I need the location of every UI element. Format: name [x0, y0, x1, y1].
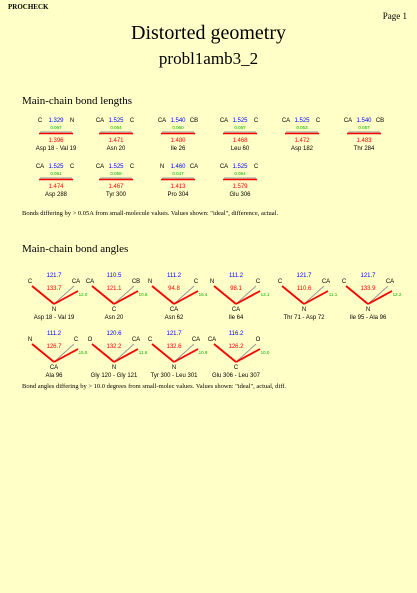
angle-atom-bottom: CA [169, 307, 179, 313]
angle-diff-value: 15.5 [78, 350, 88, 355]
angle-residue: Ala 96 [45, 373, 63, 379]
bond-atom-right: CB [375, 118, 385, 124]
angle-atom-right: CA [191, 337, 201, 343]
angle-actual-value: 126.7 [46, 344, 62, 350]
angle-item [208, 331, 270, 379]
bond-atom-left: CA [219, 164, 229, 170]
bond-item [160, 164, 198, 198]
page-subtitle: probl1amb3_2 [158, 49, 259, 68]
angle-atom-left: CA [85, 279, 95, 285]
angle-atom-bottom: N [111, 365, 117, 371]
angle-atom-left: N [27, 337, 33, 343]
bond-atom-left: CA [95, 118, 105, 124]
page-number: Page 1 [382, 11, 407, 21]
angle-actual-value: 133.9 [360, 286, 376, 292]
bond-residue: Leu 60 [230, 146, 250, 152]
page-title: Distorted geometry [131, 22, 286, 44]
bond-item [36, 164, 75, 198]
angle-atom-left: C [277, 279, 283, 285]
angle-atom-right: CA [321, 279, 331, 285]
angle-ideal-value: 120.6 [106, 331, 122, 337]
angle-atom-bottom: C [233, 365, 239, 371]
bond-ideal-value: 1.525 [108, 118, 124, 124]
bond-item [158, 118, 198, 152]
angle-atom-left: C [341, 279, 347, 285]
bond-atom-left: CA [95, 164, 105, 170]
bond-item [96, 118, 135, 152]
angle-atom-right: CB [131, 279, 141, 285]
angle-ideal-value: 111.2 [46, 331, 62, 337]
bond-actual-value: 1.396 [48, 138, 64, 144]
angle-diff-value: 10.9 [198, 350, 208, 355]
bond-atom-right: CA [189, 164, 199, 170]
bond-diff-value: 0.054 [234, 171, 246, 176]
angle-ideal-value: 116.2 [228, 331, 244, 337]
angle-actual-value: 126.2 [228, 344, 244, 350]
bond-ideal-value: 1.525 [48, 164, 64, 170]
bond-actual-value: 1.413 [170, 184, 186, 190]
angle-item [86, 273, 148, 321]
angle-actual-value: 121.1 [106, 286, 122, 292]
angle-ideal-value: 121.7 [296, 273, 312, 279]
bond-ideal-value: 1.525 [232, 164, 248, 170]
angle-atom-right: C [193, 279, 199, 285]
angle-actual-value: 110.6 [296, 286, 312, 292]
angle-atom-bottom: N [365, 307, 371, 313]
angle-atom-left: N [209, 279, 215, 285]
bond-residue: Asn 20 [106, 146, 126, 152]
bond-diff-value: 0.058 [110, 171, 122, 176]
angle-ideal-value: 121.7 [46, 273, 62, 279]
angle-residue: Thr 71 - Asp 72 [283, 315, 325, 321]
angle-item [28, 273, 88, 321]
bond-angles-caption: Bond angles differing by > 10.0 degrees from small-molec values. Values shown: "ideal", actual, diff. [22, 383, 287, 390]
bond-ideal-value: 1.329 [48, 118, 64, 124]
bond-item [96, 164, 135, 198]
bond-atom-left: CA [35, 164, 45, 170]
angle-atom-left: N [147, 279, 153, 285]
bond-residue: Asp 182 [290, 146, 314, 152]
bond-item [282, 118, 321, 152]
angle-item [28, 331, 88, 379]
bond-actual-value: 1.468 [232, 138, 248, 144]
angle-actual-value: 133.7 [46, 286, 62, 292]
angle-atom-bottom: N [171, 365, 177, 371]
angle-atom-right: CA [71, 279, 81, 285]
angle-atom-right: O [255, 337, 261, 343]
bond-item [36, 118, 77, 152]
bond-residue: Asp 288 [44, 192, 68, 198]
angle-actual-value: 132.6 [166, 344, 182, 350]
bond-residue: Tyr 300 [105, 192, 127, 198]
angle-item [210, 273, 270, 321]
angle-residue: Ile 95 - Ala 96 [349, 315, 387, 321]
bond-actual-value: 1.483 [356, 138, 372, 144]
angle-item [148, 273, 208, 321]
bond-atom-right: C [253, 164, 259, 170]
bond-length-diagrams [0, 112, 417, 202]
angle-atom-bottom: C [111, 307, 117, 313]
bond-lengths-title: Main-chain bond lengths [22, 95, 132, 107]
bond-ideal-value: 1.460 [170, 164, 186, 170]
bond-residue: Asp 18 - Val 19 [35, 146, 77, 152]
bond-diff-value: 0.053 [296, 125, 308, 130]
bond-actual-value: 1.579 [232, 184, 248, 190]
bond-actual-value: 1.467 [108, 184, 124, 190]
angle-atom-bottom: CA [231, 307, 241, 313]
angle-atom-right: C [73, 337, 79, 343]
bond-diff-value: 0.060 [172, 125, 184, 130]
bond-atom-right: N [69, 118, 75, 124]
bond-atom-left: CA [343, 118, 353, 124]
angle-residue: Asn 20 [104, 315, 124, 321]
bond-atom-right: C [129, 164, 135, 170]
bond-atom-left: C [37, 118, 43, 124]
angle-residue: Glu 306 - Leu 307 [211, 373, 261, 379]
angle-residue: Ile 64 [228, 315, 244, 321]
angle-diff-value: 12.0 [78, 292, 88, 297]
bond-actual-value: 1.480 [170, 138, 186, 144]
bond-diff-value: 0.047 [172, 171, 184, 176]
bond-atom-right: C [69, 164, 75, 170]
angle-actual-value: 94.8 [168, 286, 180, 292]
bond-diff-value: 0.067 [50, 125, 62, 130]
angle-atom-bottom: CA [49, 365, 59, 371]
angle-atom-left: O [87, 337, 93, 343]
bond-lengths-caption: Bonds differing by > 0.05A from small-molecule values. Values shown: "ideal", difference, actual. [22, 210, 279, 217]
angle-atom-left: C [27, 279, 33, 285]
bond-diff-value: 0.051 [50, 171, 62, 176]
bond-ideal-value: 1.540 [170, 118, 186, 124]
bond-angle-diagrams [0, 270, 417, 379]
angle-atom-left: CA [207, 337, 217, 343]
bond-diff-value: 0.057 [234, 125, 246, 130]
bond-residue: Thr 284 [353, 146, 375, 152]
angle-ideal-value: 111.2 [228, 273, 244, 279]
angle-diff-value: 10.0 [260, 350, 270, 355]
angle-atom-right: CA [131, 337, 141, 343]
angle-item [148, 331, 208, 379]
bond-actual-value: 1.472 [294, 138, 310, 144]
bond-residue: Glu 306 [229, 192, 251, 198]
angle-actual-value: 98.1 [230, 286, 242, 292]
angle-residue: Asp 18 - Val 19 [33, 315, 75, 321]
bond-atom-left: N [159, 164, 165, 170]
angle-actual-value: 132.2 [106, 344, 122, 350]
bond-ideal-value: 1.525 [108, 164, 124, 170]
bond-atom-left: CA [157, 118, 167, 124]
bond-item [344, 118, 384, 152]
bond-atom-right: C [315, 118, 321, 124]
angle-ideal-value: 121.7 [166, 331, 182, 337]
angle-ideal-value: 110.5 [106, 273, 122, 279]
bond-item [220, 164, 259, 198]
angle-diff-value: 10.6 [138, 292, 148, 297]
bond-angles-title: Main-chain bond angles [22, 243, 129, 255]
angle-diff-value: 13.1 [260, 292, 270, 297]
bond-atom-right: CB [189, 118, 199, 124]
bond-item [220, 118, 259, 152]
bond-diff-value: 0.057 [358, 125, 370, 130]
bond-atom-right: C [253, 118, 259, 124]
bond-ideal-value: 1.540 [356, 118, 372, 124]
bond-residue: Ile 26 [170, 146, 186, 152]
bond-residue: Pro 304 [167, 192, 189, 198]
bond-ideal-value: 1.525 [232, 118, 248, 124]
bond-atom-left: CA [281, 118, 291, 124]
angle-ideal-value: 111.2 [166, 273, 182, 279]
angle-residue: Tyr 300 - Leu 301 [150, 373, 198, 379]
angle-item [278, 273, 338, 321]
angle-atom-left: C [147, 337, 153, 343]
bond-actual-value: 1.474 [48, 184, 64, 190]
angle-atom-right: CA [385, 279, 395, 285]
angle-residue: Asn 62 [164, 315, 184, 321]
angle-atom-bottom: N [301, 307, 307, 313]
bond-ideal-value: 1.525 [294, 118, 310, 124]
angle-residue: Gly 120 - Gly 121 [90, 373, 138, 379]
bond-diff-value: 0.054 [110, 125, 122, 130]
angle-atom-right: C [255, 279, 261, 285]
angle-item [88, 331, 148, 379]
angle-diff-value: 16.4 [198, 292, 208, 297]
bond-atom-right: C [129, 118, 135, 124]
angle-diff-value: 11.6 [138, 350, 148, 355]
angle-diff-value: 12.2 [392, 292, 402, 297]
bond-atom-left: CA [219, 118, 229, 124]
angle-atom-bottom: N [51, 307, 57, 313]
bond-actual-value: 1.471 [108, 138, 124, 144]
angle-diff-value: 11.1 [328, 292, 338, 297]
angle-item [342, 273, 402, 321]
angle-ideal-value: 121.7 [360, 273, 376, 279]
program-name: PROCHECK [8, 3, 49, 11]
